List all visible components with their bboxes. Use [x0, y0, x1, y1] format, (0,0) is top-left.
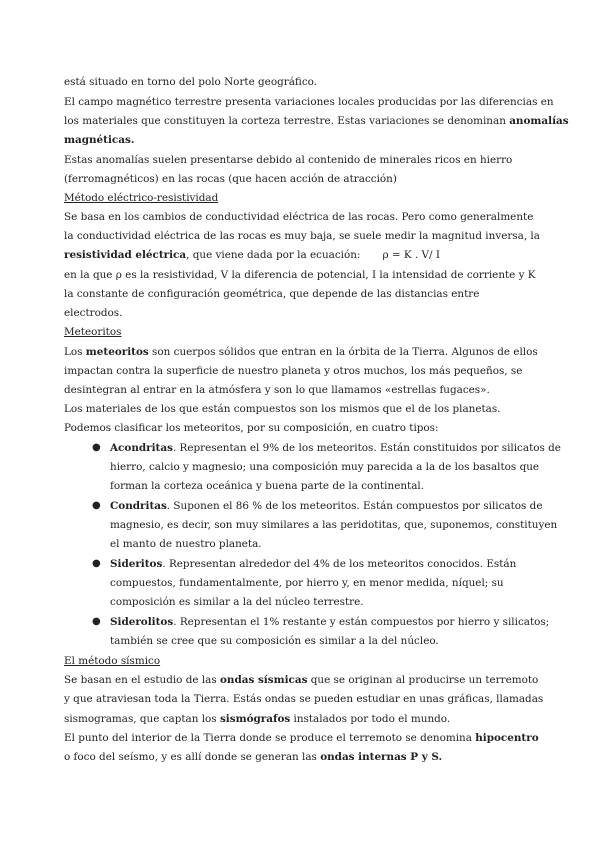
paragraph-line	[64, 345, 538, 359]
paragraph-line	[64, 731, 539, 745]
list-item-line: hierro, calcio y magnesio; una composición muy parecida a la de los basaltos que	[110, 461, 540, 473]
text: los materiales que constituyen la corteza terrestre. Estas variaciones se denominan	[64, 115, 510, 127]
bullet-icon: ●	[92, 558, 101, 569]
text: . Representan alrededor del 4% de los meteoritos conocidos. Están	[162, 558, 517, 570]
bold-term	[64, 133, 134, 147]
bold-term: Siderolitos	[110, 616, 174, 628]
bold-term: resistividad eléctrica	[64, 249, 187, 261]
list-item-line: forman la corteza oceánica y buena parte de la continental.	[110, 480, 425, 492]
list-item-line: magnesio, es decir, son muy similares a las peridotitas, que, suponemos, constituyen	[110, 519, 558, 531]
paragraph-line	[64, 248, 440, 262]
paragraph-line: Se basa en los cambios de conductividad eléctrica de las rocas. Pero como generalmente	[64, 211, 534, 223]
paragraph-line: y que atraviesan toda la Tierra. Estás ondas se pueden estudiar en unas gráficas, llamadas	[64, 693, 544, 705]
text: El punto del interior de la Tierra donde se produce el terremoto se denomina	[64, 732, 476, 744]
section-heading: El método sísmico	[64, 655, 161, 667]
text: Los	[64, 346, 86, 358]
bold-term: meteoritos	[85, 346, 149, 358]
paragraph-line: Los materiales de los que están compuestos son los mismos que el de los planetas.	[64, 403, 501, 415]
list-item	[110, 499, 542, 513]
paragraph-line: electrodos.	[64, 307, 123, 319]
list-item-line: composición es similar a la del núcleo terrestre.	[110, 596, 364, 608]
bold-term: Acondritas	[110, 442, 173, 454]
bold-term: sismógrafos	[219, 713, 291, 725]
bullet-icon: ●	[92, 616, 101, 627]
section-heading: Método eléctrico-resistividad	[64, 192, 219, 204]
list-item-line: también se cree que su composición es similar a la del núcleo.	[110, 635, 439, 647]
paragraph-line: está situado en torno del polo Norte geográfico.	[64, 76, 318, 88]
paragraph-line: la constante de configuración geométrica, que depende de las distancias entre	[64, 288, 480, 300]
paragraph-line: desintegran al entrar en la atmósfera y son lo que llamamos «estrellas fugaces».	[64, 384, 490, 396]
bold-term: hipocentro	[475, 732, 539, 744]
paragraph-line: impactan contra la superficie de nuestro planeta y otros muchos, los más pequeños, se	[64, 365, 523, 377]
text: instalados por todo el mundo.	[290, 713, 451, 725]
text: . Representan el 1% restante y están compuestos por hierro y silicatos;	[173, 616, 550, 628]
bold-term: magnéticas.	[64, 134, 135, 146]
bullet-icon: ●	[92, 442, 101, 453]
list-item	[110, 557, 516, 571]
list-item	[110, 441, 561, 455]
paragraph-line: la conductividad eléctrica de las rocas es muy baja, se suele medir la magnitud inversa, la	[64, 230, 540, 242]
section-heading: Meteoritos	[64, 326, 122, 338]
paragraph-line	[64, 114, 569, 128]
paragraph-line: Podemos clasificar los meteoritos, por su composición, en cuatro tipos:	[64, 422, 439, 434]
paragraph-line: en la que ρ es la resistividad, V la diferencia de potencial, I la intensidad de corriente y K	[64, 269, 536, 281]
text: , que viene dada por la ecuación:	[186, 249, 361, 261]
bold-term: ondas internas P y S.	[320, 751, 443, 763]
text: o foco del seísmo, y es allí donde se generan las	[64, 751, 321, 763]
paragraph-line: Estas anomalías suelen presentarse debido al contenido de minerales ricos en hierro	[64, 154, 513, 166]
text: . Representan el 9% de los meteoritos. Están constituidos por silicatos de	[172, 442, 561, 454]
text: . Suponen el 86 % de los meteoritos. Están compuestos por silicatos de	[166, 500, 543, 512]
paragraph-line: El campo magnético terrestre presenta variaciones locales producidas por las diferencias en	[64, 96, 554, 108]
bold-term: anomalías	[509, 115, 569, 127]
paragraph-line	[64, 750, 442, 764]
equation: ρ = K . V/ I	[382, 249, 440, 261]
text: sismogramas, que captan los	[64, 713, 220, 725]
paragraph-line: (ferromagnéticos) en las rocas (que hacen acción de atracción)	[64, 173, 397, 185]
text: son cuerpos sólidos que entran en la órbita de la Tierra. Algunos de ellos	[148, 346, 538, 358]
paragraph-line	[64, 673, 538, 687]
list-item	[110, 615, 549, 629]
bullet-icon: ●	[92, 500, 101, 511]
bold-term: Sideritos	[110, 558, 163, 570]
list-item-line: el manto de nuestro planeta.	[110, 538, 262, 550]
paragraph-line	[64, 712, 450, 726]
text: que se originan al producirse un terremoto	[307, 674, 539, 686]
bold-term: ondas sísmicas	[220, 674, 308, 686]
bold-term: Condritas	[110, 500, 167, 512]
list-item-line: compuestos, fundamentalmente, por hierro y, en menor medida, níquel; su	[110, 577, 504, 589]
text: Se basan en el estudio de las	[64, 674, 220, 686]
